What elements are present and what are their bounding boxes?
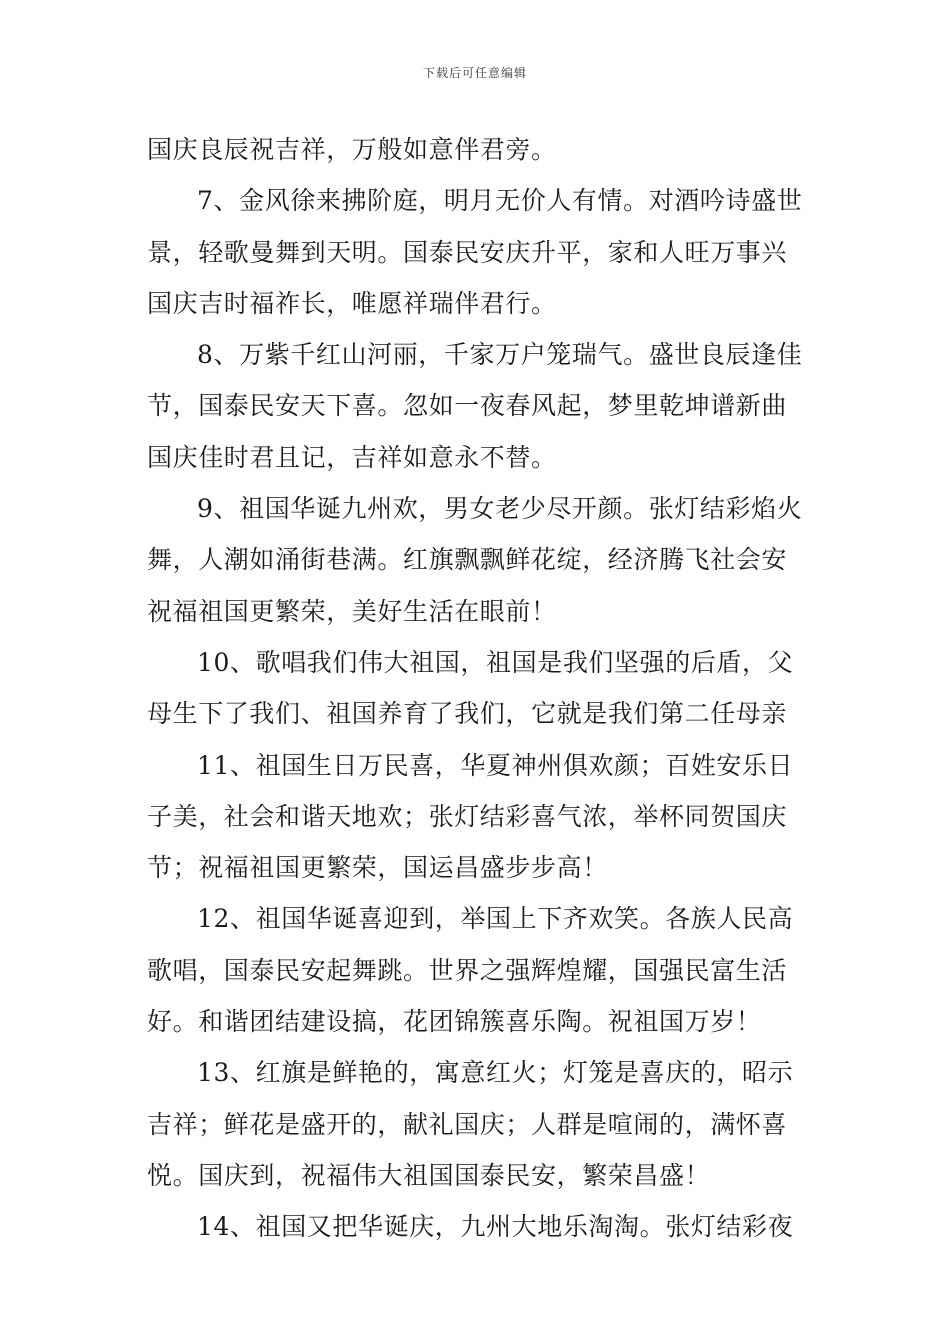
text-line: 悦。国庆到，祝福伟大祖国国泰民安，繁荣昌盛！ [147,1160,711,1190]
page-header: 下载后可任意编辑 [422,66,527,80]
text-line: 吉祥；鲜花是盛开的，献礼国庆；人群是喧闹的，满怀喜 [147,1109,788,1139]
text-line: 国庆良辰祝吉祥，万般如意伴君旁。 [147,135,557,164]
paragraph-start-line: 12、祖国华诞喜迎到，举国上下齐欢笑。各族人民高 [197,904,794,934]
text-line: 祝福祖国更繁荣，美好生活在眼前！ [147,596,557,626]
paragraph-start-line: 11、祖国生日万民喜，华夏神州俱欢颜；百姓安乐日 [197,750,794,780]
text-line: 节，国泰民安天下喜。忽如一夜春风起，梦里乾坤谱新曲 [147,391,788,421]
text-line: 节；祝福祖国更繁荣，国运昌盛步步高！ [147,853,608,883]
text-line: 国庆佳时君且记，吉祥如意永不替。 [147,442,557,472]
paragraph-start-line: 9、祖国华诞九州欢，男女老少尽开颜。张灯结彩焰火 [197,494,803,524]
text-line: 国庆吉时福祚长，唯愿祥瑞伴君行。 [147,288,557,318]
paragraph-start-line: 8、万紫千红山河丽，千家万户笼瑞气。盛世良辰逢佳 [197,340,803,370]
text-line: 景，轻歌曼舞到天明。国泰民安庆升平，家和人旺万事兴 [147,237,788,267]
paragraph-start-line: 14、祖国又把华诞庆，九州大地乐淘淘。张灯结彩夜 [197,1212,794,1242]
paragraph-start-line: 10、歌唱我们伟大祖国，祖国是我们坚强的后盾，父 [197,647,794,677]
document-body [147,124,813,1253]
text-line: 舞，人潮如涌街巷满。红旗飘飘鲜花绽，经济腾飞社会安 [147,545,788,575]
text-line: 好。和谐团结建设搞，花团锦簇喜乐陶。祝祖国万岁！ [147,1007,762,1037]
text-line: 母生下了我们、祖国养育了我们，它就是我们第二任母亲 [147,699,788,729]
text-line: 歌唱，国泰民安起舞跳。世界之强辉煌耀，国强民富生活 [147,955,788,985]
paragraph-start-line: 7、金风徐来拂阶庭，明月无价人有情。对酒吟诗盛世 [197,186,803,216]
paragraph-start-line: 13、红旗是鲜艳的，寓意红火；灯笼是喜庆的，昭示 [197,1058,794,1088]
text-line: 子美，社会和谐天地欢；张灯结彩喜气浓，举杯同贺国庆 [147,801,788,831]
